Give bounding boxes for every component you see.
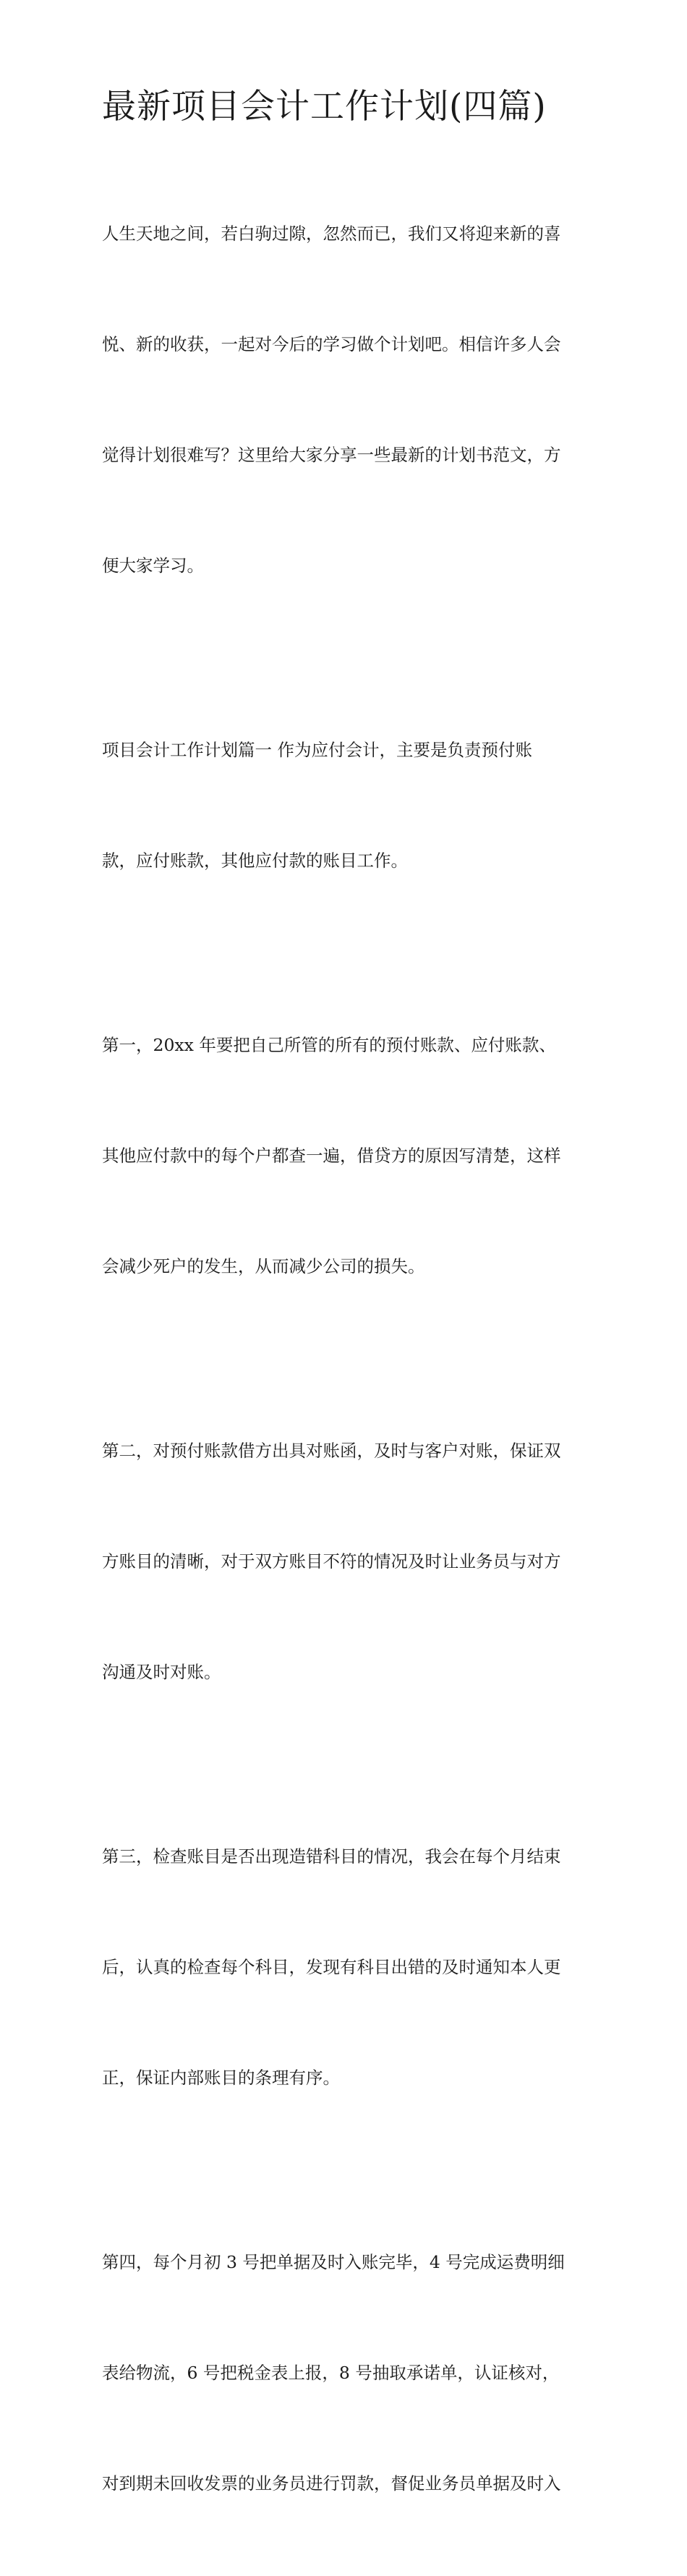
text-line: 人生天地之间，若白驹过隙，忽然而已，我们又将迎来新的喜 bbox=[102, 223, 561, 244]
text-line: 后，认真的检查每个科目，发现有科目出错的及时通知本人更 bbox=[102, 1957, 561, 1977]
document-title: 最新项目会计工作计划(四篇) bbox=[102, 87, 547, 127]
text-line: 其他应付款中的每个户都查一遍，借贷方的原因写清楚，这样 bbox=[102, 1146, 561, 1166]
document-body bbox=[102, 142, 594, 2576]
paragraph-point-four bbox=[102, 2170, 594, 2576]
document-page bbox=[102, 81, 594, 2576]
text-line: 方账目的清晰，对于双方账目不符的情况及时让业务员与对方 bbox=[102, 1551, 561, 1571]
text-line: 觉得计划很难写？这里给大家分享一些最新的计划书范文，方 bbox=[102, 445, 561, 465]
text-line: 第一，20xx 年要把自己所管的所有的预付账款、应付账款、 bbox=[102, 1035, 556, 1055]
text-line: 款，应付账款，其他应付款的账目工作。 bbox=[102, 850, 408, 871]
text-line: 表给物流，6 号把税金表上报，8 号抽取承诺单，认证核对， bbox=[102, 2363, 560, 2383]
text-line: 项目会计工作计划篇一 作为应付会计，主要是负责预付账 bbox=[102, 740, 532, 760]
paragraph-section-one bbox=[102, 658, 594, 953]
paragraph-intro bbox=[102, 142, 594, 658]
text-line: 会减少死户的发生，从而减少公司的损失。 bbox=[102, 1256, 425, 1276]
text-line: 正，保证内部账目的条理有序。 bbox=[102, 2068, 340, 2088]
text-line: 对到期未回收发票的业务员进行罚款，督促业务员单据及时入 bbox=[102, 2473, 561, 2494]
text-line: 悦、新的收获，一起对今后的学习做个计划吧。相信许多人会 bbox=[102, 334, 561, 354]
text-line: 第三，检查账目是否出现造错科目的情况，我会在每个月结束 bbox=[102, 1846, 561, 1867]
paragraph-point-three bbox=[102, 1765, 594, 2170]
text-line: 沟通及时对账。 bbox=[102, 1662, 221, 1682]
text-line: 第四，每个月初 3 号把单据及时入账完毕，4 号完成运费明细 bbox=[102, 2252, 565, 2272]
paragraph-point-two bbox=[102, 1359, 594, 1765]
text-line: 第二，对预付账款借方出具对账函，及时与客户对账，保证双 bbox=[102, 1441, 561, 1461]
paragraph-point-one bbox=[102, 953, 594, 1359]
text-line: 便大家学习。 bbox=[102, 555, 204, 576]
